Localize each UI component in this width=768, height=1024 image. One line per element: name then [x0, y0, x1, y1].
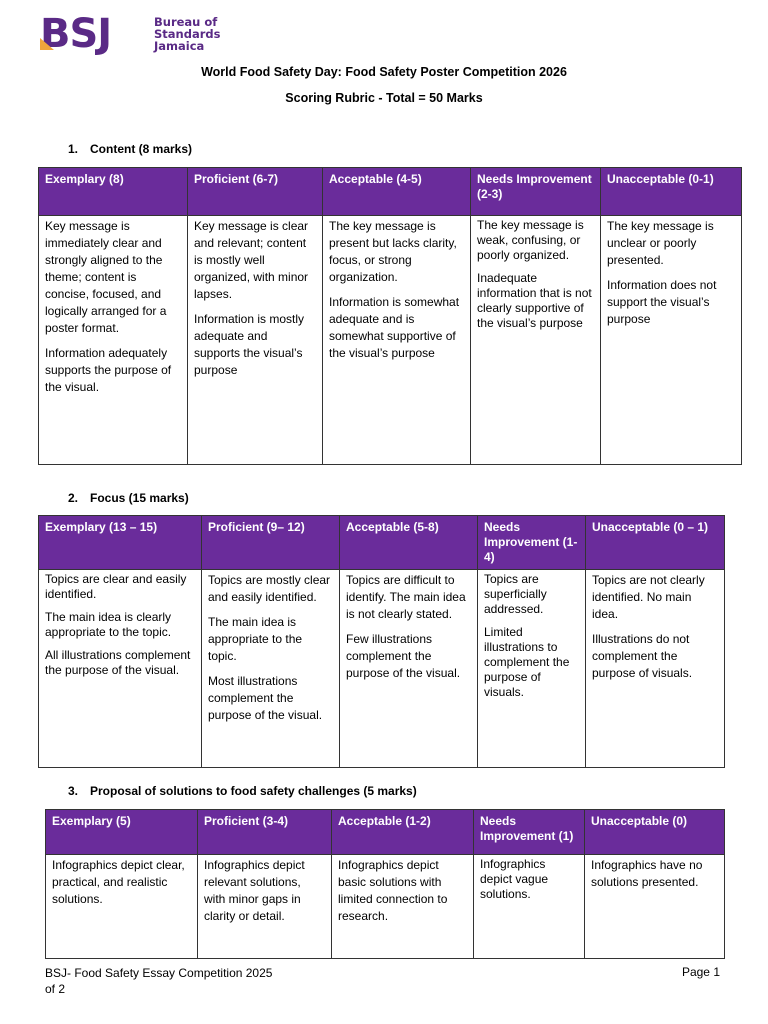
table-cell	[585, 855, 725, 959]
table-header-row	[39, 168, 742, 216]
table-cell	[202, 570, 340, 768]
footer-document-name	[45, 965, 272, 997]
cell-text: The key message is unclear or poorly presented.	[607, 219, 714, 267]
bsj-logo	[40, 11, 221, 57]
table-cell	[323, 216, 471, 465]
table-header-row	[46, 810, 725, 855]
table-cell	[586, 570, 725, 768]
section-1-heading	[68, 142, 192, 156]
cell-text: Information is mostly adequate and supports the visual’s purpose	[194, 312, 305, 377]
document-subtitle: Scoring Rubric - Total = 50 Marks	[285, 91, 483, 105]
cell-text: Most illustrations complement the purpose of the visual.	[208, 674, 323, 722]
cell-text: Key message is immediately clear and strongly aligned to the theme; content is concise, focused, and logically arranged for a poster format.	[45, 219, 167, 335]
footer-page-number: Page 1	[681, 965, 720, 979]
cell-text: Illustrations do not complement the purpose of visuals.	[592, 632, 693, 680]
column-header: Proficient (9– 12)	[202, 516, 340, 570]
cell-text: Infographics depict clear, practical, and realistic solutions.	[52, 858, 185, 906]
cell-text: Information is somewhat adequate and is somewhat supportive of the visual’s purpose	[329, 295, 460, 360]
table-cell	[39, 216, 188, 465]
section-title: Content (8 marks)	[90, 142, 193, 156]
section-title: Proposal of solutions to food safety challenges (5 marks)	[90, 784, 417, 798]
cell-text: The key message is present but lacks clarity, focus, or strong organization.	[329, 219, 457, 284]
cell-text: Information adequately supports the purpose of the visual.	[45, 346, 172, 394]
column-header: Unacceptable (0-1)	[601, 168, 742, 216]
footer-line-1: BSJ- Food Safety Essay Competition 2025	[45, 966, 273, 980]
cell-text: Infographics depict relevant solutions, with minor gaps in clarity or detail.	[204, 858, 305, 923]
table-cell	[46, 855, 198, 959]
cell-text: Topics are difficult to identify. The main idea is not clearly stated.	[346, 573, 466, 621]
logo-line-1: Bureau of	[154, 15, 218, 29]
table-row	[46, 855, 725, 959]
cell-text: Few illustrations complement the purpose of the visual.	[346, 632, 461, 680]
bsj-logo-mark	[40, 11, 146, 57]
solutions-rubric-table	[45, 809, 725, 959]
column-header: Acceptable (4-5)	[323, 168, 471, 216]
column-header: Unacceptable (0)	[585, 810, 725, 855]
section-3-heading	[68, 784, 417, 798]
cell-text: Topics are clear and easily identified.	[45, 572, 187, 601]
table-cell	[471, 216, 601, 465]
content-rubric-table	[38, 167, 742, 465]
cell-text: Infographics depict basic solutions with limited connection to research.	[338, 858, 448, 923]
column-header: Needs Improvement (1)	[474, 810, 585, 855]
cell-text: The main idea is appropriate to the topic.	[208, 615, 303, 663]
table-cell	[198, 855, 332, 959]
column-header: Needs Improvement (2-3)	[471, 168, 601, 216]
table-cell	[332, 855, 474, 959]
cell-text: Inadequate information that is not clearly supportive of the visual’s purpose	[477, 271, 592, 330]
document-title: World Food Safety Day: Food Safety Poster Competition 2026	[201, 65, 567, 79]
column-header: Exemplary (8)	[39, 168, 188, 216]
column-header: Needs Improvement (1-4)	[478, 516, 586, 570]
table-cell	[478, 570, 586, 768]
section-number: 3.	[68, 784, 79, 798]
logo-letters: BSJ	[40, 11, 112, 57]
logo-wordmark	[154, 16, 220, 52]
cell-text: Key message is clear and relevant; content is mostly well organized, with minor lapses.	[194, 219, 309, 301]
logo-accent-shape	[40, 38, 54, 50]
column-header: Exemplary (13 – 15)	[39, 516, 202, 570]
table-cell	[340, 570, 478, 768]
cell-text: Limited illustrations to complement the purpose of visuals.	[484, 625, 570, 699]
footer-line-2: of 2	[45, 982, 66, 996]
cell-text: Topics are superficially addressed.	[484, 572, 547, 616]
section-number: 2.	[68, 491, 79, 505]
table-cell	[601, 216, 742, 465]
table-cell	[188, 216, 323, 465]
cell-text: The main idea is clearly appropriate to the topic.	[45, 610, 172, 639]
section-number: 1.	[68, 142, 79, 156]
column-header: Acceptable (1-2)	[332, 810, 474, 855]
focus-rubric-table	[38, 515, 725, 768]
column-header: Proficient (3-4)	[198, 810, 332, 855]
column-header: Exemplary (5)	[46, 810, 198, 855]
cell-text: Infographics depict vague solutions.	[480, 857, 549, 901]
cell-text: Topics are not clearly identified. No main idea.	[592, 573, 705, 621]
cell-text: The key message is weak, confusing, or poorly organized.	[477, 218, 584, 262]
cell-text: Topics are mostly clear and easily identified.	[208, 573, 331, 604]
column-header: Unacceptable (0 – 1)	[586, 516, 725, 570]
table-cell	[474, 855, 585, 959]
table-row	[39, 570, 725, 768]
logo-line-2: Standards	[154, 27, 221, 41]
cell-text: All illustrations complement the purpose of the visual.	[45, 648, 191, 677]
table-cell	[39, 570, 202, 768]
column-header: Acceptable (5-8)	[340, 516, 478, 570]
logo-line-3: Jamaica	[154, 39, 205, 53]
cell-text: Infographics have no solutions presented.	[591, 858, 703, 889]
section-title: Focus (15 marks)	[90, 491, 189, 505]
section-2-heading	[68, 491, 189, 505]
table-header-row	[39, 516, 725, 570]
column-header: Proficient (6-7)	[188, 168, 323, 216]
cell-text: Information does not support the visual’s purpose	[607, 278, 717, 326]
table-row	[39, 216, 742, 465]
